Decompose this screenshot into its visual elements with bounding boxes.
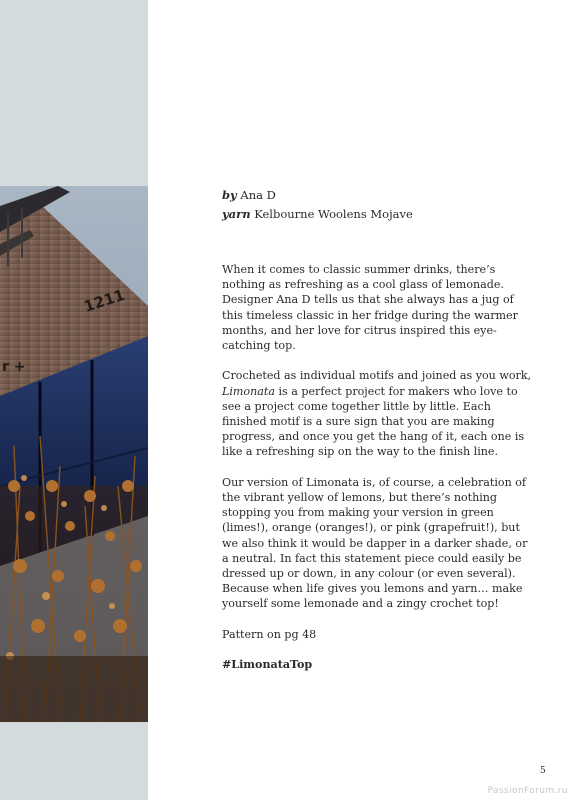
page-number: 5 [540,766,546,776]
designer-label: by [222,188,237,202]
yarn-line [222,205,413,224]
project-name: Limonata [222,384,275,398]
paragraph-2 [222,368,532,459]
svg-text:r +: r + [2,359,26,375]
building-number: 1211 [81,285,127,316]
pattern-reference: Pattern on pg 48 [222,627,317,641]
paragraph-2-rest: is a perfect project for makers who love to see a project come together little by little. Each finished motif is a sure sign that you are making progress, and once you get the hang of it, each one is like a refreshing sip on the way to the finish line. [222,384,525,459]
paragraph-2-lead: Crocheted as individual motifs and joined as you work, [222,369,532,383]
article-body [222,262,532,688]
paragraph-1: When it comes to classic summer drinks, there’s nothing as refreshing as a cool glass of lemonade. Designer Ana D tells us that she always has a jug of this timeless classic in her fridge during the warmer months, and her love for citrus inspired this eye-catching top. [222,263,518,353]
designer-name: Ana D [240,188,276,202]
yarn-name: Kelbourne Woolens Mojave [254,207,413,221]
credits [222,186,413,224]
yarn-label: yarn [222,207,251,221]
hashtag: #LimonataTop [222,658,313,672]
watermark: PassionForum.ru [487,786,568,796]
paragraph-3: Our version of Limonata is, of course, a celebration of the vibrant yellow of lemons, but there’s nothing stopping you from making your version in green (limes!), orange (oranges!), or pink (grapefruit!), but we also think it would be dapper in a darker shade, or a neutral. In fact this statement piece could easily be dressed up or down, in any colour (or even several). Because when life gives you lemons and yarn… make yourself some lemonade and a zingy crochet top! [222,475,528,611]
building-photo [0,186,148,722]
designer-line [222,186,413,205]
